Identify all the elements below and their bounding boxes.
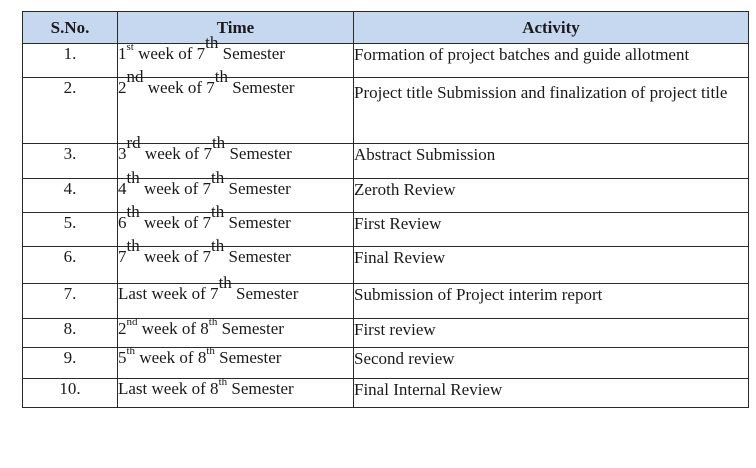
time-of: week of 7 [139, 213, 212, 232]
row-activity: First Review [354, 213, 749, 247]
row-sno: 1. [23, 44, 118, 78]
table-row [23, 379, 749, 408]
time-of: week of 7 [133, 44, 206, 63]
row-time [118, 316, 354, 348]
table-row [23, 348, 749, 379]
row-time [118, 133, 354, 179]
row-activity: Final Review [354, 247, 749, 284]
row-sno: 4. [23, 179, 118, 213]
time-week: 2 [118, 319, 127, 338]
time-tail: Semester [224, 213, 291, 232]
time-sem-sup: th [208, 316, 218, 329]
time-week: 3 [118, 144, 127, 163]
table-row [23, 247, 749, 284]
time-week: Last [118, 379, 148, 398]
time-sem-sup: th [211, 202, 225, 222]
time-week-sup: th [126, 236, 140, 256]
time-sem-sup: th [206, 345, 215, 358]
time-tail: Semester [224, 179, 291, 198]
time-week: Last [118, 284, 148, 303]
row-sno: 10. [23, 379, 118, 408]
time-of: week of 7 [143, 78, 215, 97]
time-sem-sup: th [205, 33, 219, 53]
time-of: week of 7 [140, 144, 212, 163]
time-week: 5 [118, 348, 127, 367]
header-time: Time [118, 12, 354, 44]
time-week: 1 [118, 44, 127, 63]
row-activity: Final Internal Review [354, 379, 749, 408]
time-tail: Semester [227, 379, 294, 398]
row-activity: Second review [354, 348, 749, 379]
header-row [23, 12, 749, 44]
row-time [118, 345, 354, 379]
row-sno: 2. [23, 78, 118, 144]
header-activity: Activity [354, 12, 749, 44]
time-tail: Semester [228, 78, 295, 97]
time-week-sup: nd [126, 67, 144, 87]
row-activity: Abstract Submission [354, 144, 749, 179]
header-sno: S.No. [23, 12, 118, 44]
row-sno: 9. [23, 348, 118, 379]
time-sem-sup: th [218, 376, 228, 389]
time-of: week of 8 [147, 379, 219, 398]
table-row [23, 319, 749, 348]
row-time [118, 236, 354, 284]
time-week-sup: nd [126, 316, 138, 329]
row-sno: 8. [23, 319, 118, 348]
time-week-sup: th [126, 168, 140, 188]
time-tail: Semester [218, 44, 285, 63]
time-week: 7 [118, 247, 127, 266]
time-sem-sup: th [211, 236, 225, 256]
row-sno: 5. [23, 213, 118, 247]
row-sno: 7. [23, 284, 118, 319]
time-sem-sup: th [218, 273, 232, 293]
row-time [118, 67, 354, 144]
row-activity: Zeroth Review [354, 179, 749, 213]
time-week: 2 [118, 78, 127, 97]
time-of: week of 7 [139, 247, 212, 266]
table-row [23, 284, 749, 319]
time-week-sup: rd [126, 133, 141, 153]
time-week: 6 [118, 213, 127, 232]
time-week: 4 [118, 179, 127, 198]
time-week-sup: th [126, 345, 136, 358]
time-week-sup: st [126, 41, 134, 54]
row-activity: Project title Submission and finalization of project title [354, 78, 749, 144]
row-sno: 6. [23, 247, 118, 284]
time-tail: Semester [225, 144, 292, 163]
row-time [118, 202, 354, 247]
time-tail: Semester [217, 319, 284, 338]
time-tail: Semester [231, 284, 299, 303]
time-tail: Semester [214, 348, 282, 367]
row-time [118, 33, 354, 78]
time-sem-sup: th [211, 133, 226, 153]
time-of: week of 7 [139, 179, 212, 198]
row-sno: 3. [23, 144, 118, 179]
row-activity: Submission of Project interim report [354, 284, 749, 319]
time-of: week of 8 [135, 348, 207, 367]
row-time [118, 273, 354, 319]
time-sem-sup: th [211, 168, 225, 188]
time-of: week of 8 [137, 319, 209, 338]
time-of: week of 7 [147, 284, 219, 303]
row-activity: Formation of project batches and guide allotment [354, 44, 749, 78]
time-tail: Semester [224, 247, 291, 266]
time-week-sup: th [126, 202, 140, 222]
row-activity: First review [354, 319, 749, 348]
time-sem-sup: th [214, 67, 229, 87]
row-time [118, 168, 354, 213]
row-time [118, 376, 354, 408]
schedule-table [22, 11, 749, 408]
